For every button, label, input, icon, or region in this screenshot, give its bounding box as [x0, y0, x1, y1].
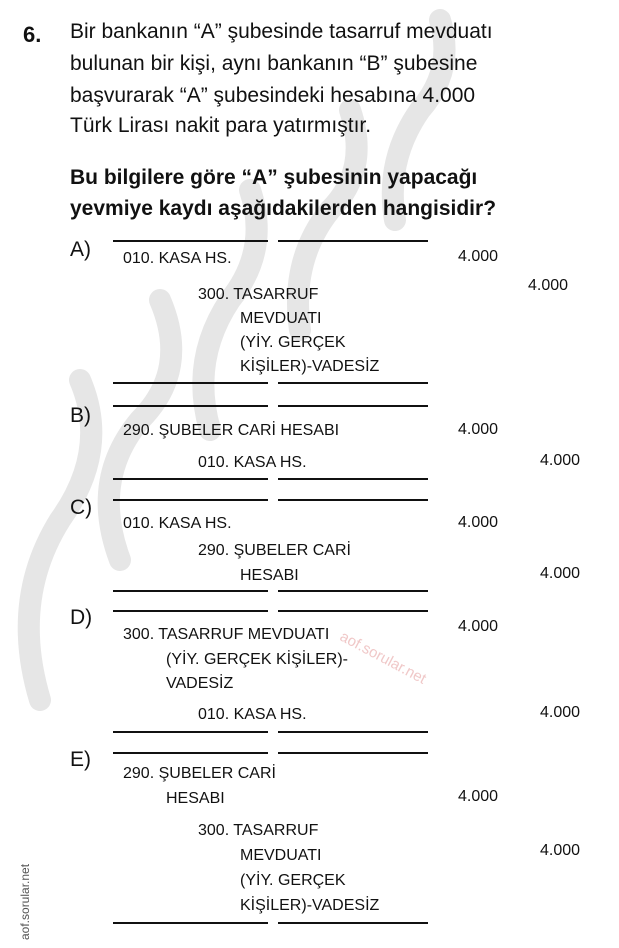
option-b-label[interactable]: B): [70, 404, 91, 427]
option-d-debit-line-1: 300. TASARRUF MEVDUATI: [123, 626, 330, 643]
option-e-rule-bottom-left: [113, 922, 268, 924]
option-d-rule-top-left: [113, 610, 268, 612]
option-e-credit-line-2: MEVDUATI: [240, 847, 322, 864]
option-d-rule-bottom-right: [278, 731, 428, 733]
option-a-credit-line-1: 300. TASARRUF: [198, 286, 319, 303]
watermark-site-text: aof.sorular.net: [337, 628, 429, 688]
option-c-rule-top-left: [113, 499, 268, 501]
option-a-rule-top-right: [278, 240, 428, 242]
option-d-label[interactable]: D): [70, 606, 93, 629]
option-d-rule-bottom-left: [113, 731, 268, 733]
option-d-debit-amount: 4.000: [458, 618, 499, 635]
option-a-rule-bottom-left: [113, 382, 268, 384]
option-c-credit-line-2: HESABI: [240, 567, 299, 584]
question-prompt-line-1: Bu bilgilere göre “A” şubesinin yapacağı: [70, 166, 478, 189]
option-e-debit-amount: 4.000: [458, 788, 499, 805]
option-a-debit-amount: 4.000: [458, 248, 499, 265]
option-b-debit-amount: 4.000: [458, 421, 499, 438]
option-a-credit-line-2: MEVDUATI: [240, 310, 322, 327]
option-e-debit-line-2: HESABI: [166, 790, 225, 807]
option-e-debit-line-1: 290. ŞUBELER CARİ: [123, 765, 276, 782]
question-prompt-line-2: yevmiye kaydı aşağıdakilerden hangisidir?: [70, 197, 497, 220]
option-e-credit-line-1: 300. TASARRUF: [198, 822, 319, 839]
option-c-debit-amount: 4.000: [458, 514, 499, 531]
option-c-credit-line-1: 290. ŞUBELER CARİ: [198, 542, 351, 559]
option-b-credit-amount: 4.000: [540, 452, 581, 469]
option-b-rule-top-left: [113, 405, 268, 407]
question-stem-line-3: başvurarak “A” şubesindeki hesabına 4.000: [70, 84, 476, 107]
question-stem-line-1: Bir bankanın “A” şubesinde tasarruf mevduatı: [70, 20, 493, 43]
option-c-rule-bottom-left: [113, 590, 268, 592]
option-a-credit-line-4: KİŞİLER)-VADESİZ: [240, 358, 380, 375]
question-stem-line-4: Türk Lirası nakit para yatırmıştır.: [70, 114, 372, 137]
option-a-debit-line-1: 010. KASA HS.: [123, 250, 232, 267]
option-c-credit-amount: 4.000: [540, 565, 581, 582]
option-d-credit-amount: 4.000: [540, 704, 581, 721]
option-c-label[interactable]: C): [70, 496, 93, 519]
option-a-rule-top-left: [113, 240, 268, 242]
option-b-credit-line-1: 010. KASA HS.: [198, 454, 307, 471]
option-d-debit-line-3: VADESİZ: [166, 675, 234, 692]
option-b-rule-bottom-left: [113, 478, 268, 480]
option-e-rule-bottom-right: [278, 922, 428, 924]
question-stem-line-2: bulunan bir kişi, aynı bankanın “B” şubesine: [70, 52, 478, 75]
option-b-rule-top-right: [278, 405, 428, 407]
option-c-rule-top-right: [278, 499, 428, 501]
side-watermark-text: aof.sorular.net: [18, 863, 32, 940]
option-a-rule-bottom-right: [278, 382, 428, 384]
question-number: 6.: [23, 22, 42, 47]
option-a-label[interactable]: A): [70, 238, 91, 261]
option-e-rule-top-right: [278, 752, 428, 754]
option-a-credit-amount: 4.000: [528, 277, 569, 294]
option-a-credit-line-3: (YİY. GERÇEK: [240, 334, 346, 351]
option-e-label[interactable]: E): [70, 748, 91, 771]
option-c-debit-line-1: 010. KASA HS.: [123, 515, 232, 532]
option-d-rule-top-right: [278, 610, 428, 612]
option-d-credit-line-1: 010. KASA HS.: [198, 706, 307, 723]
option-e-rule-top-left: [113, 752, 268, 754]
option-e-credit-line-4: KİŞİLER)-VADESİZ: [240, 897, 380, 914]
option-d-debit-line-2: (YİY. GERÇEK KİŞİLER)-: [166, 651, 348, 668]
option-c-rule-bottom-right: [278, 590, 428, 592]
option-b-debit-line-1: 290. ŞUBELER CARİ HESABI: [123, 422, 340, 439]
option-e-credit-line-3: (YİY. GERÇEK: [240, 872, 346, 889]
option-e-credit-amount: 4.000: [540, 842, 581, 859]
option-b-rule-bottom-right: [278, 478, 428, 480]
